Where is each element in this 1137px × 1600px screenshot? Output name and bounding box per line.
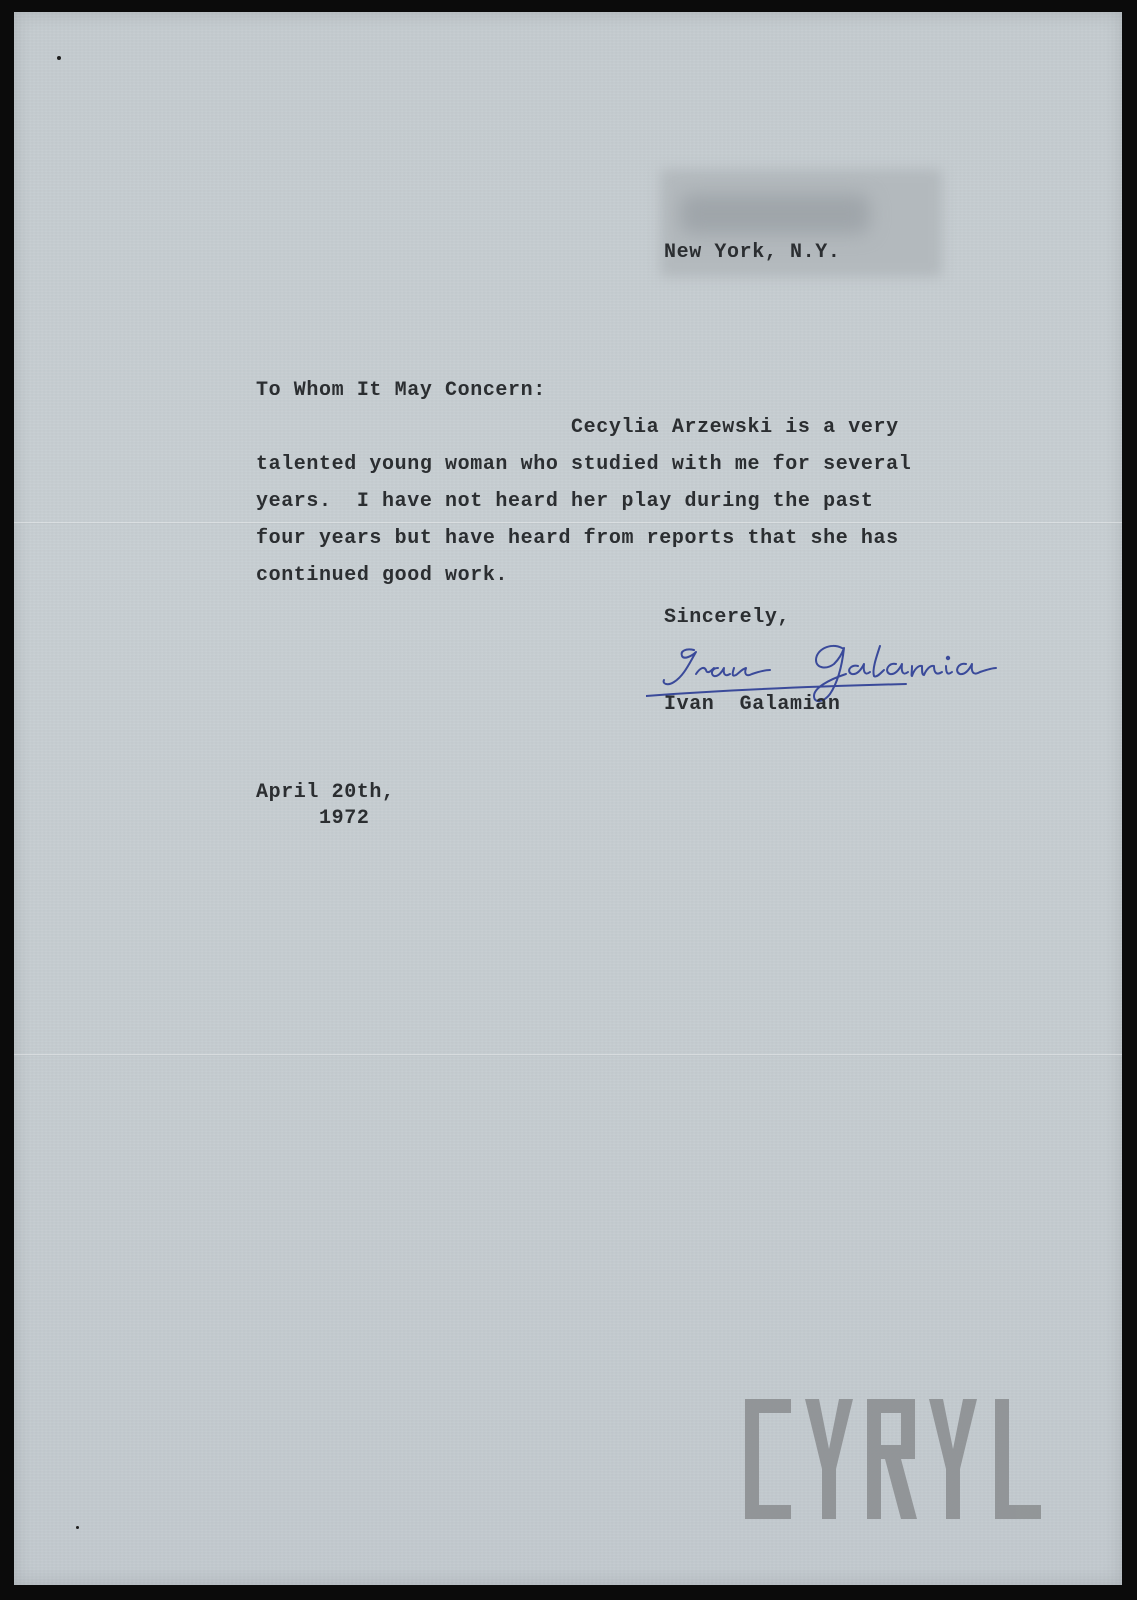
- place-line: New York, N.Y.: [664, 241, 841, 264]
- redacted-address-detail: [680, 194, 870, 234]
- letter-page: [14, 12, 1122, 1585]
- paper-speck: [76, 1526, 79, 1529]
- closing: Sincerely,: [664, 606, 791, 629]
- body-line: years. I have not heard her play during the past: [256, 490, 874, 513]
- signer-name: Ivan Galamian: [664, 693, 841, 716]
- date-year: 1972: [256, 807, 370, 830]
- cyryl-watermark-logo: [745, 1385, 1085, 1535]
- body-line: continued good work.: [256, 564, 509, 587]
- body-line: Cecylia Arzewski is a very: [256, 416, 899, 439]
- date-line: April 20th,: [256, 781, 395, 804]
- body-line: four years but have heard from reports that she has: [256, 527, 899, 550]
- body-line: talented young woman who studied with me for several: [256, 453, 912, 476]
- salutation: To Whom It May Concern:: [256, 379, 546, 402]
- paper-speck: [57, 56, 61, 60]
- fold-crease-lower: [14, 1054, 1122, 1056]
